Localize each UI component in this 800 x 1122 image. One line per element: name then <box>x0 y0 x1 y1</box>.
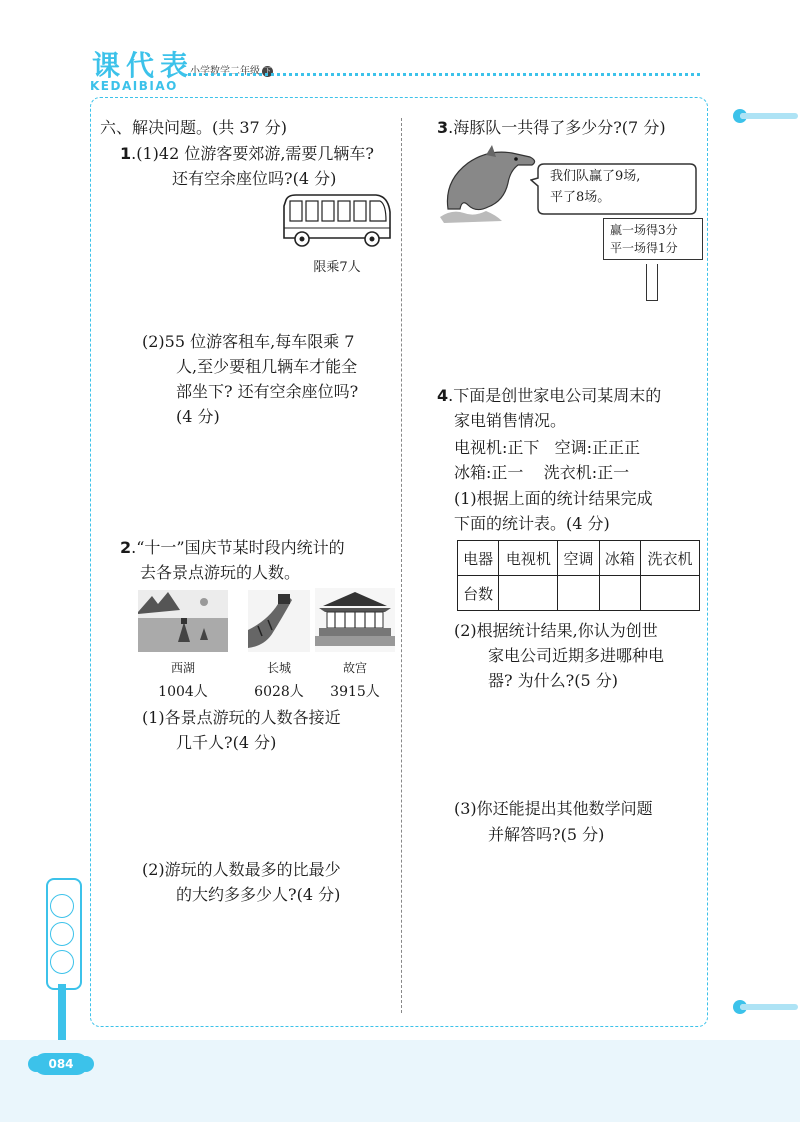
q1-part2-line4: (4 分) <box>176 407 220 426</box>
section-title: 六、解决问题。(共 37 分) <box>100 118 288 137</box>
q2-line2: 去各景点游玩的人数。 <box>140 563 301 582</box>
spot-count-forbidden-city: 3915人 <box>330 684 380 700</box>
q2-part2-line2: 的大约多多少人?(4 分) <box>176 885 341 904</box>
q1-part2-line3: 部坐下? 还有空余座位吗? <box>176 382 359 401</box>
q4-part2-line3: 器? 为什么?(5 分) <box>488 671 618 690</box>
q4-line2: 家电销售情况。 <box>454 411 567 430</box>
q4-part1-line2: 下面的统计表。(4 分) <box>454 514 610 533</box>
table-row-label: 台数 <box>458 576 499 611</box>
spot-count-great-wall: 6028人 <box>254 684 304 700</box>
table-header-cell: 冰箱 <box>599 541 640 576</box>
q4-tally-line1: 电视机:正下 空调:正正正 <box>454 438 641 457</box>
table-answer-cell[interactable] <box>499 576 558 611</box>
forbidden-city-illustration <box>315 588 395 652</box>
q1-part2-line1: (2)55 位游客租车,每车限乘 7 <box>142 332 355 351</box>
page-number: 084 <box>34 1053 88 1075</box>
q4-part2-line1: (2)根据统计结果,你认为创世 <box>454 621 658 640</box>
q2-part1-line2: 几千人?(4 分) <box>176 733 277 752</box>
dolphin-illustration <box>438 143 542 225</box>
score-sign <box>603 218 703 260</box>
bubble-text-line2: 平了8场。 <box>550 190 611 205</box>
sales-stats-table <box>457 540 700 611</box>
binder-bar-top <box>740 113 798 119</box>
table-header-cell: 洗衣机 <box>640 541 699 576</box>
spot-count-west-lake: 1004人 <box>158 684 208 700</box>
grade-text: 小学数学二年级 <box>190 66 260 77</box>
q4-part3-line1: (3)你还能提出其他数学问题 <box>454 799 653 818</box>
header-dotted-line <box>188 73 700 76</box>
table-header-row <box>458 541 700 576</box>
column-divider <box>401 118 402 1013</box>
score-sign-post <box>646 264 658 301</box>
q3-line1: 3.海豚队一共得了多少分?(7 分) <box>437 118 666 137</box>
traffic-light-lamp-3 <box>50 950 74 974</box>
table-row <box>458 576 700 611</box>
west-lake-illustration <box>138 590 228 652</box>
q2-line1: 2.“十一”国庆节某时段内统计的 <box>120 538 345 557</box>
table-header-cell: 电器 <box>458 541 499 576</box>
q4-part2-line2: 家电公司近期多进哪种电 <box>488 646 665 665</box>
q1-part1-line1: 1.(1)42 位游客要郊游,需要几辆车? <box>120 144 375 163</box>
bus-caption: 限乘7人 <box>313 260 361 275</box>
bubble-text-line1: 我们队赢了9场, <box>550 169 641 184</box>
table-answer-cell[interactable] <box>558 576 599 611</box>
traffic-light-lamp-2 <box>50 922 74 946</box>
table-header-cell: 电视机 <box>499 541 558 576</box>
score-sign-line2: 平一场得1分 <box>610 241 678 255</box>
binder-bar-bottom <box>740 1004 798 1010</box>
table-header-cell: 空调 <box>558 541 599 576</box>
spot-name-west-lake: 西湖 <box>170 661 195 675</box>
spot-name-great-wall: 长城 <box>266 661 291 675</box>
table-answer-cell[interactable] <box>599 576 640 611</box>
q1-part1-line2: 还有空余座位吗?(4 分) <box>172 169 337 188</box>
q4-line1: 4.下面是创世家电公司某周末的 <box>437 386 662 405</box>
q4-tally-line2: 冰箱:正一 洗衣机:正一 <box>454 463 630 482</box>
bus-illustration <box>280 192 395 252</box>
grade-badge: 下 <box>264 66 271 75</box>
q2-part2-line1: (2)游玩的人数最多的比最少 <box>142 860 341 879</box>
brand-logo: 课代表 <box>92 49 195 82</box>
footer-band <box>0 1040 800 1122</box>
q2-part1-line1: (1)各景点游玩的人数各接近 <box>142 708 341 727</box>
table-answer-cell[interactable] <box>640 576 699 611</box>
traffic-light-lamp-1 <box>50 894 74 918</box>
spot-name-forbidden-city: 故宫 <box>342 661 367 675</box>
q1-part2-line2: 人,至少要租几辆车才能全 <box>176 357 358 376</box>
q4-part3-line2: 并解答吗?(5 分) <box>488 825 605 844</box>
great-wall-illustration <box>248 590 310 652</box>
score-sign-line1: 赢一场得3分 <box>610 223 678 237</box>
brand-subtitle: KEDAIBIAO <box>90 79 178 93</box>
q4-part1-line1: (1)根据上面的统计结果完成 <box>454 489 653 508</box>
